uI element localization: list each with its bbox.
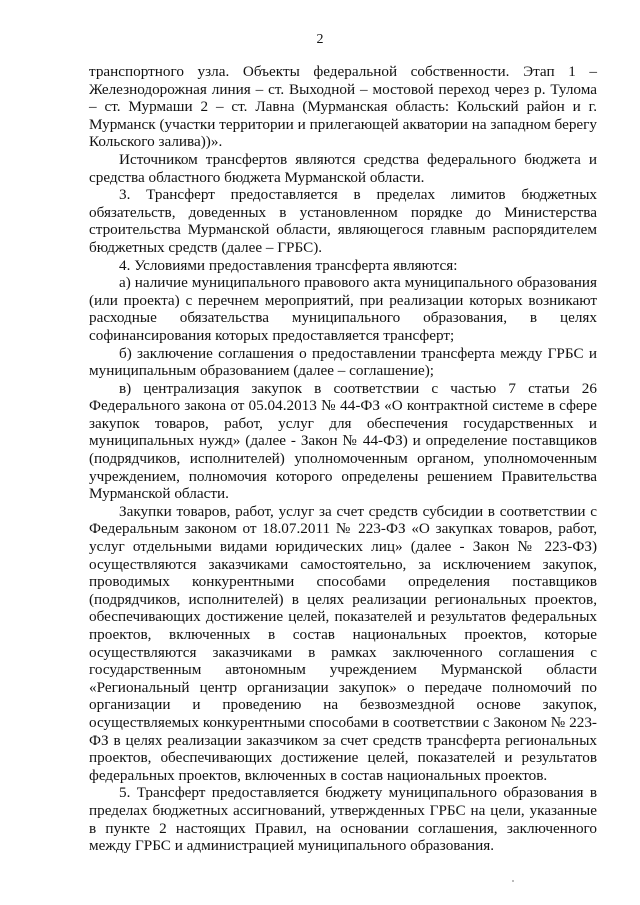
paragraph-item-5: 5. Трансферт предоставляется бюджету муниципального образования в пределах бюджетных ассигнований, утвержденных ГРБС на цели, указанные в пункте 2 настоящих Правил, на основании соглашения, заключенного между ГРБС и администрацией муниципального образования. — [89, 784, 597, 855]
paragraph-condition-a: а) наличие муниципального правового акта муниципального образования (или проекта) с перечнем мероприятий, при реализации которых возникают расходные обязательства муниципального образования, в целях софинансирования которых предоставляется трансферт; — [89, 274, 597, 344]
page-number: 2 — [316, 32, 324, 47]
paragraph-item-3: 3. Трансферт предоставляется в пределах лимитов бюджетных обязательств, доведенных в установленном порядке до Министерства строительства Мурманской области, являющегося главным распорядителем бюджетных средств (далее – ГРБС). — [89, 186, 597, 256]
paragraph-funding-source: Источником трансфертов являются средства федерального бюджета и средства областного бюджета Мурманской области. — [89, 150, 597, 186]
paragraph-condition-b: б) заключение соглашения о предоставлении трансферта между ГРБС и муниципальным образованием (далее – соглашение); — [89, 344, 597, 380]
document-body — [89, 63, 597, 855]
paragraph-item-4: 4. Условиями предоставления трансферта являются: — [119, 256, 458, 274]
paragraph-continuation: транспортного узла. Объекты федеральной собственности. Этап 1 – Железнодорожная линия – ст. Выходной – мостовой переход через р. Тулома – ст. Мурмаши 2 – ст. Лавна (Мурманская область: Кольский район и г. Мурманск (участки территории и прилегающей акватории на западном берегу Кольского залива))». — [89, 63, 597, 151]
scan-mark — [512, 880, 514, 882]
paragraph-procurement: Закупки товаров, работ, услуг за счет средств субсидии в соответствии с Федеральным законом от 18.07.2011 № 223-ФЗ «О закупках товаров, работ, услуг отдельными видами юридических лиц» (далее - Закон № 223-ФЗ) осуществляются заказчиками самостоятельно, за исключением закупок, проводимых конкурентными способами определения поставщиков (подрядчиков, исполнителей) в целях реализации региональных проектов, обеспечивающих достижение целей, показателей и результатов федеральных проектов, включенных в состав национальных проектов, которые осуществляются заказчиками в рамках заключенного соглашения с государственным автономным учреждением Мурманской области «Региональный центр организации закупок» о передаче полномочий по организации и проведению на безвозмездной основе закупок, осуществляемых конкурентными способами в соответствии с Законом № 223-ФЗ в целях реализации заказчиком за счет средств трансферта региональных проектов, обеспечивающих достижение целей, показателей и результатов федеральных проектов, включенных в состав национальных проектов. — [89, 502, 597, 784]
paragraph-condition-c: в) централизация закупок в соответствии с частью 7 статьи 26 Федерального закона от 05.04.2013 № 44-ФЗ «О контрактной системе в сфере закупок товаров, работ, услуг для обеспечения государственных и муниципальных нужд» (далее - Закон № 44-ФЗ) и определение поставщиков (подрядчиков, исполнителей) уполномоченным органом, уполномоченным учреждением, полномочия которого определены решением Правительства Мурманской области. — [89, 379, 597, 503]
